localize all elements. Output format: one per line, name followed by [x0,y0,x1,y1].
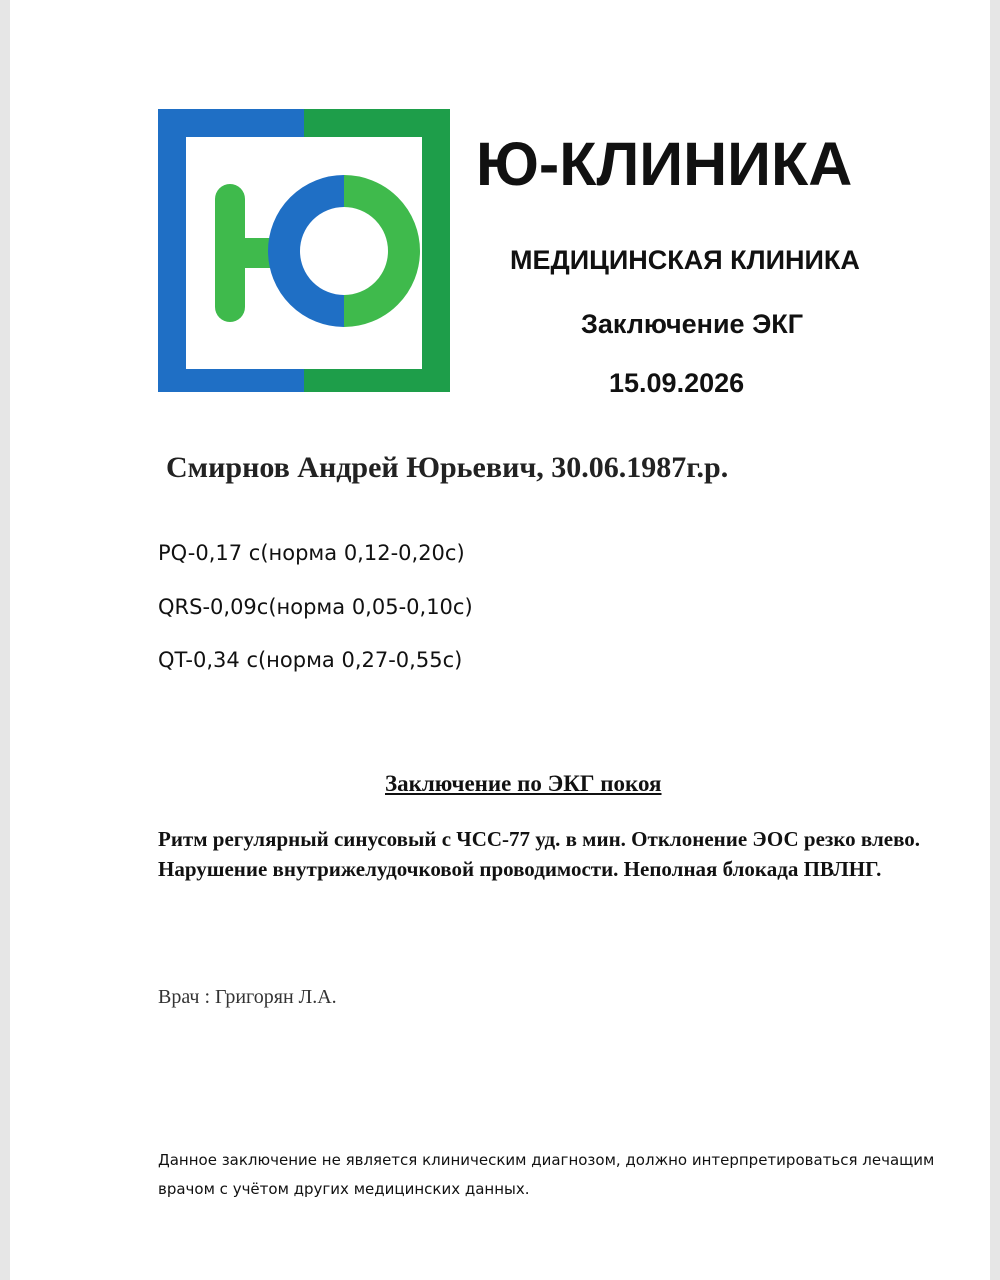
measurement-qt: QT-0,34 с(норма 0,27-0,55с) [158,648,463,672]
conclusion-text: Ритм регулярный синусовый с ЧСС-77 уд. в мин. Отклонение ЭОС резко влево. Нарушение внутрижелудочковой проводимости. Неполная блокада ПВЛНГ. [158,827,921,881]
clinic-logo-icon [158,109,450,392]
clinic-subtitle: МЕДИЦИНСКАЯ КЛИНИКА [510,245,860,275]
clinic-name: Ю-КЛИНИКА [476,130,853,198]
document-date: 15.09.2026 [609,368,745,398]
document-page [10,0,990,1280]
patient-info: Смирнов Андрей Юрьевич, 30.06.1987г.р. [166,451,729,484]
conclusion-heading: Заключение по ЭКГ покоя [385,771,662,796]
measurement-pq: PQ-0,17 с(норма 0,12-0,20с) [158,541,465,565]
disclaimer-text: Данное заключение не является клиническим диагнозом, должно интерпретироваться лечащим врачом с учётом других медицинских данных. [158,1151,935,1198]
doctor-signature-line: Врач : Григорян Л.А. [158,986,337,1008]
measurement-qrs: QRS-0,09с(норма 0,05-0,10с) [158,595,473,619]
document-title: Заключение ЭКГ [581,309,804,339]
